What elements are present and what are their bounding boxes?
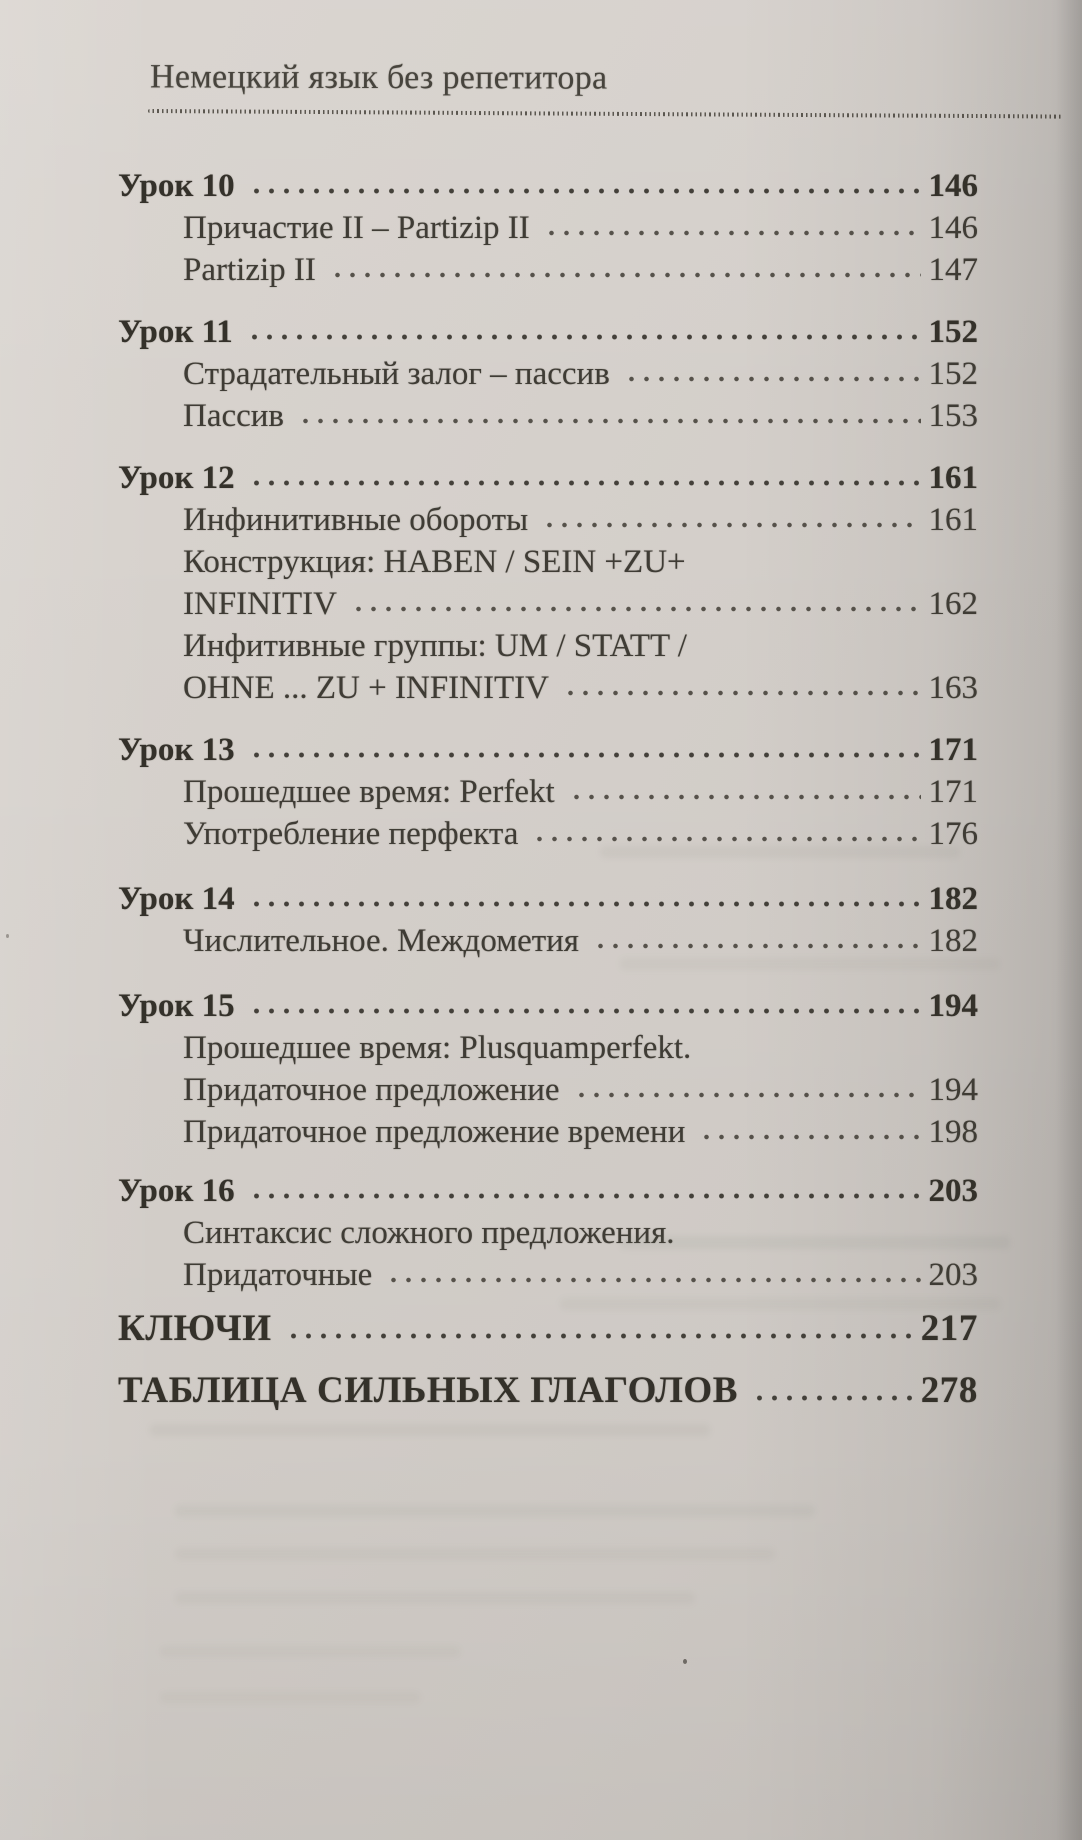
dot-leader xyxy=(540,516,920,534)
toc-entry-page: 194 xyxy=(928,988,978,1024)
toc-entry-title: Урок 13 xyxy=(118,732,235,768)
dot-leader xyxy=(542,224,921,242)
toc-row-wrap-line xyxy=(0,541,1082,583)
header-dotted-rule xyxy=(148,109,1062,119)
dot-leader xyxy=(296,412,920,430)
bleed-through-smudge xyxy=(160,1692,420,1703)
toc-row xyxy=(0,499,1082,541)
dot-leader xyxy=(247,1187,921,1205)
toc-row-lesson xyxy=(0,457,1082,499)
toc-entry-title: Синтаксис сложного предложения. xyxy=(183,1215,675,1251)
toc-row-lesson xyxy=(0,1170,1082,1212)
toc-entry-page: 146 xyxy=(928,210,978,246)
toc-row xyxy=(0,207,1082,249)
toc-row xyxy=(0,395,1082,437)
toc-entry-title: Страдательный залог – пассив xyxy=(183,356,610,392)
toc-row xyxy=(0,667,1082,709)
toc-entry-title: Причастие II – Partizip II xyxy=(183,210,530,246)
toc-entry-title: Инфитивные группы: UM / STATT / xyxy=(183,628,687,664)
scan-speck xyxy=(683,1659,687,1664)
dot-leader xyxy=(247,474,921,492)
toc-entry-page: 161 xyxy=(928,502,978,538)
dot-leader xyxy=(247,746,921,764)
toc-entry-title: Урок 14 xyxy=(118,881,235,917)
table-of-contents xyxy=(0,165,1082,1414)
toc-row-wrap-line xyxy=(0,625,1082,667)
bleed-through-smudge xyxy=(560,1298,1000,1310)
toc-entry-page: 203 xyxy=(928,1257,978,1293)
toc-entry-title: Урок 16 xyxy=(118,1173,235,1209)
toc-entry-title: Инфинитивные обороты xyxy=(183,502,529,538)
dot-leader xyxy=(384,1271,920,1289)
toc-row-lesson xyxy=(0,311,1082,353)
dot-leader xyxy=(328,266,921,284)
toc-row-lesson xyxy=(0,729,1082,771)
toc-entry-title: Прошедшее время: Perfekt xyxy=(183,774,555,810)
toc-entry-page: 198 xyxy=(928,1114,978,1150)
toc-row xyxy=(0,353,1082,395)
toc-entry-title: Урок 10 xyxy=(118,168,235,204)
dot-leader xyxy=(284,1327,913,1345)
toc-row-major xyxy=(0,1306,1082,1352)
toc-entry-page: 147 xyxy=(928,252,978,288)
toc-entry-page: 152 xyxy=(928,314,978,350)
toc-entry-title: OHNE ... ZU + INFINITIV xyxy=(183,670,549,706)
toc-entry-page: 162 xyxy=(928,586,978,622)
toc-row xyxy=(0,249,1082,291)
toc-row xyxy=(0,920,1082,962)
dot-leader xyxy=(591,937,921,955)
toc-entry-title: Урок 15 xyxy=(118,988,235,1024)
bleed-through-smudge xyxy=(175,1505,815,1517)
scan-speck xyxy=(6,934,9,938)
dot-leader xyxy=(750,1389,913,1407)
dot-leader xyxy=(247,895,921,913)
toc-row xyxy=(0,1069,1082,1111)
dot-leader xyxy=(561,684,921,702)
toc-entry-page: 278 xyxy=(920,1370,978,1411)
toc-entry-title: Урок 11 xyxy=(118,314,233,350)
dot-leader xyxy=(622,370,921,388)
toc-entry-title: Прошедшее время: Plusquamperfekt. xyxy=(183,1030,692,1066)
dot-leader xyxy=(567,788,921,806)
toc-entry-page: 152 xyxy=(928,356,978,392)
toc-entry-title: Придаточные xyxy=(183,1257,373,1293)
dot-leader xyxy=(247,1002,921,1020)
bleed-through-smudge xyxy=(175,1592,695,1604)
dot-leader xyxy=(247,182,921,200)
dot-leader xyxy=(572,1086,921,1104)
bleed-through-smudge xyxy=(620,1236,1010,1249)
dot-leader xyxy=(245,328,921,346)
toc-entry-title: Пассив xyxy=(183,398,285,434)
toc-entry-page: 203 xyxy=(928,1173,978,1209)
toc-entry-title: Числительное. Междометия xyxy=(183,923,579,959)
toc-entry-page: 171 xyxy=(928,774,978,810)
toc-entry-title: Употребление перфекта xyxy=(183,816,519,852)
dot-leader xyxy=(349,600,921,618)
toc-entry-title: ТАБЛИЦА СИЛЬНЫХ ГЛАГОЛОВ xyxy=(118,1370,739,1411)
toc-entry-page: 194 xyxy=(928,1072,978,1108)
toc-row-lesson xyxy=(0,165,1082,207)
toc-entry-page: 182 xyxy=(928,881,978,917)
toc-entry-page: 153 xyxy=(928,398,978,434)
bleed-through-smudge xyxy=(600,846,960,858)
bleed-through-smudge xyxy=(160,1646,460,1657)
toc-row-lesson xyxy=(0,878,1082,920)
toc-entry-title: Partizip II xyxy=(183,252,316,288)
toc-row-lesson xyxy=(0,985,1082,1027)
toc-entry-title: Конструкция: HABEN / SEIN +ZU+ xyxy=(183,544,686,580)
toc-entry-title: INFINITIV xyxy=(183,586,337,622)
toc-entry-title: КЛЮЧИ xyxy=(118,1308,272,1349)
dot-leader xyxy=(697,1128,920,1146)
toc-row-major xyxy=(0,1368,1082,1414)
page-edge-shadow xyxy=(1056,0,1082,1840)
toc-entry-page: 217 xyxy=(920,1308,978,1349)
toc-row-wrap-line xyxy=(0,1027,1082,1069)
toc-row xyxy=(0,1254,1082,1296)
toc-entry-page: 161 xyxy=(928,460,978,496)
toc-entry-page: 171 xyxy=(928,732,978,768)
toc-entry-title: Придаточное предложение xyxy=(183,1072,560,1108)
bleed-through-smudge xyxy=(620,958,1000,970)
toc-entry-page: 163 xyxy=(928,670,978,706)
page-header-title: Немецкий язык без репетитора xyxy=(149,58,608,97)
toc-row xyxy=(0,1111,1082,1153)
bleed-through-smudge xyxy=(175,1548,775,1560)
toc-entry-title: Урок 12 xyxy=(118,460,235,496)
bleed-through-smudge xyxy=(150,1424,710,1436)
toc-entry-title: Придаточное предложение времени xyxy=(183,1114,686,1150)
toc-entry-page: 182 xyxy=(928,923,978,959)
toc-row xyxy=(0,771,1082,813)
toc-entry-page: 176 xyxy=(928,816,978,852)
toc-entry-page: 146 xyxy=(928,168,978,204)
toc-row xyxy=(0,583,1082,625)
